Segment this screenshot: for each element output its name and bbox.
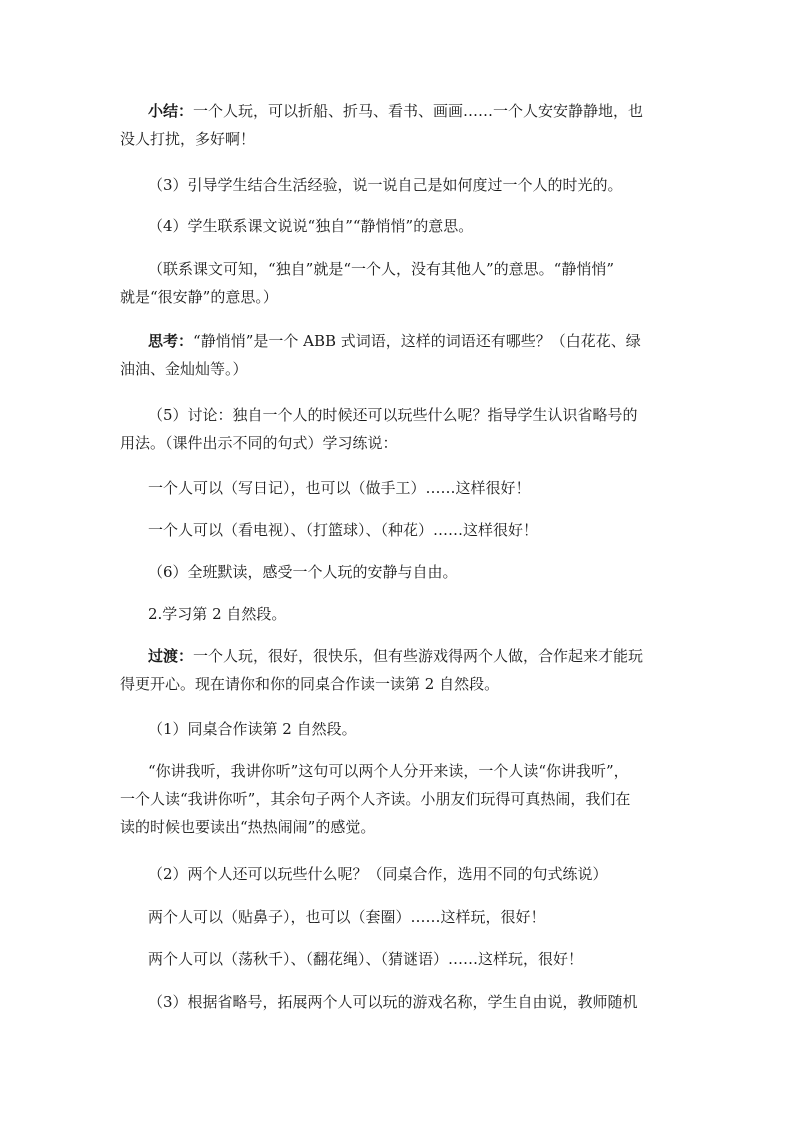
example-sentence-4: 两个人可以（荡秋千）、（翻花绳）、（猜谜语）……这样玩，很好！ [148,950,584,968]
step-4-paragraph: （4）学生联系课文说说“独自”“静悄悄”的意思。 [148,217,474,235]
step-5-paragraph: （5）讨论：独自一个人的时候还可以玩些什么呢？指导学生认识省略号的 用法。（课件出示不同的句式）学习练说： [120,406,638,452]
thinking-paragraph: 思考：“静悄悄”是一个 ABB 式词语，这样的词语还有哪些？（白花花、绿 油油、金灿灿等。） [120,332,641,378]
step-3b-paragraph: （3）根据省略号，拓展两个人可以玩的游戏名称，学生自由说，教师随机 [148,993,638,1011]
step-2-paragraph: （2）两个人还可以玩些什么呢？（同桌合作，选用不同的句式练说） [148,865,608,883]
thinking-label: 思考 [148,332,179,350]
section-2-heading: 2.学习第 2 自然段。 [148,605,287,623]
summary-label: 小结 [148,102,179,120]
transition-paragraph: 过渡：一个人玩，很好，很快乐，但有些游戏得两个人做，合作起来才能玩 得更开心。现在请你和你的同桌合作读一读第 2 自然段。 [120,647,644,693]
example-sentence-1: 一个人可以（写日记），也可以（做手工）……这样很好！ [148,479,531,497]
example-sentence-3: 两个人可以（贴鼻子），也可以（套圈）……这样玩，很好！ [148,908,546,926]
transition-label: 过渡 [148,647,179,665]
step-1-paragraph: （1）同桌合作读第 2 自然段。 [148,720,357,738]
summary-paragraph: 小结：一个人玩，可以折船、折马、看书、画画……一个人安安静静地，也 没人打扰，多好啊！ [120,102,644,148]
step-3-paragraph: （3）引导学生结合生活经验，说一说自己是如何度过一个人的时光的。 [148,176,623,194]
explanation-paragraph: （联系课文可知，“独自”就是“一个人，没有其他人”的意思。“静悄悄” 就是“很安静”的意思。） [120,260,615,306]
step-6-paragraph: （6）全班默读，感受一个人玩的安静与自由。 [148,563,458,581]
example-sentence-2: 一个人可以（看电视）、（打篮球）、（种花）……这样很好！ [148,521,539,539]
reading-guide-paragraph: “你讲我听，我讲你听”这句可以两个人分开来读，一个人读“你讲我听”， 一个人读“我讲你听”，其余句子两个人齐读。小朋友们玩得可真热闹，我们在 读的时候也要读出“热热闹闹”的感觉。 [120,762,631,836]
